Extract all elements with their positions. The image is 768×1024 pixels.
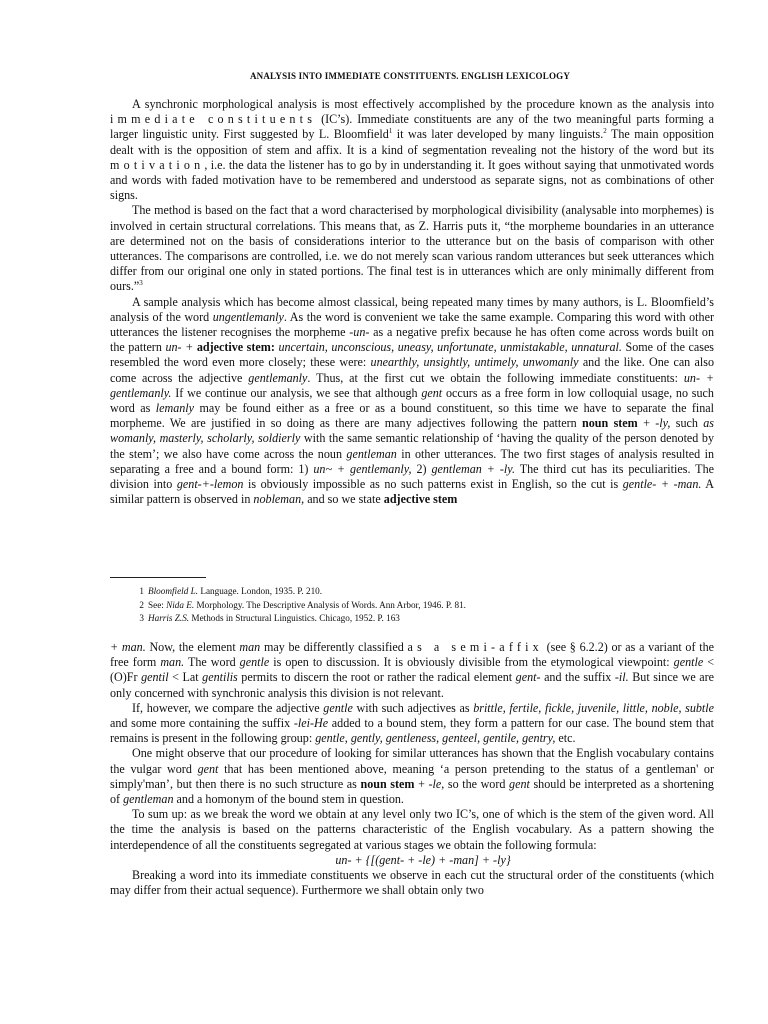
footnote-separator: [110, 577, 206, 578]
paragraph-4: + man. Now, the element man may be differently classified as a semi-affix (see § 6.2.2) or as a variant of the free form man. The word gentle is open to discussion. It is obviously divisible from the etymological viewpoint: gentle < (O)Fr gentil < Lat gentilis permits to discern the root or rather the radical element gent- and the suffix -il. But since we are only concerned with synchronic analysis this division is not relevant.: [110, 640, 715, 700]
paragraph-3: A sample analysis which has become almost classical, being repeated many times by many authors, is L. Bloomfield’s analysis of the word ungentlemanly. As the word is convenient we take the same example. Comparing this word with other utterances the listener recognises the morpheme -un- as a negative prefix because he has often come across words built on the pattern un- + adjective stem: uncertain, unconscious, uneasy, unfortunate, unmistakable, unnatural. Some of the cases resembled the word even more closely; these were: unearthly, unsightly, untimely, unwomanly and the like. One can also come across the adjective gentlemanly. Thus, at the first cut we obtain the following immediate constituents: un- + gentlemanly. If we continue our analysis, we see that although gent occurs as a free form in low colloquial usage, no such word as lemanly may be found either as a free or as a bound constituent, so this time we have to separate the final morpheme. We are justified in so doing as there are many adjectives following the pattern noun stem + -ly, such as womanly, masterly, scholarly, soldierly with the same semantic relationship of ‘having the quality of the person denoted by the stem’; we also have come across the noun gentleman in other utterances. The two first stages of analysis resulted in separating a free and a bound form: 1) un~ + gentlemanly, 2) gentleman + -ly. The third cut has its peculiarities. The division into gent-+-lemon is obviously impossible as no such patterns exist in English, so the cut is gentle- + -man. A similar pattern is observed in nobleman, and so we state adjective stem: [110, 294, 715, 507]
footnote-2: 2 See: Nida E. Morphology. The Descriptive Analysis of Words. Ann Arbor, 1946. P. 81.: [139, 600, 466, 610]
main-text-bottom: [110, 640, 714, 898]
footnote-1: 1 Bloomfield L. Language. London, 1935. P. 210.: [139, 586, 323, 596]
footnote-3: 3 Harris Z.S. Methods in Structural Linguistics. Chicago, 1952. P. 163: [139, 613, 400, 623]
paragraph-8: Breaking a word into its immediate constituents we observe in each cut the structural order of the constituents (which may differ from their actual sequence). Furthermore we shall obtain only two: [110, 868, 714, 898]
paragraph-1: A synchronic morphological analysis is most effectively accomplished by the procedure known as the analysis into immediate constituents (IC’s). Immediate constituents are any of the two meaningful parts forming a larger linguistic unity. First suggested by L. Bloomfield$^1$ it was later developed by many linguists.$^2$ The main opposition dealt with is the opposition of stem and affix. It is a kind of segmentation revealing not the history of the word but its motivation, i.e. the data the listener has to go by in understanding it. It goes without saying that unmotivated words and words with faded motivation have to be remembered and understood as separate signs, not as combinations of other signs.: [110, 97, 714, 203]
paragraph-2: The method is based on the fact that a word characterised by morphological divisibility (analysable into morphemes) is involved in certain structural correlations. This means that, as Z. Harris puts it, “the morpheme boundaries in an utterance are determined not on the basis of considerations interior to the utterance but on the basis of comparison with other utterances. The comparisons are controlled, i.e. we do not merely scan various random utterances but seek utterances which differ from our original one only in stated portions. The final test is in utterances which are only minimally different from ours.”$^3$: [110, 203, 714, 294]
paragraph-5: If, however, we compare the adjective gentle with such adjectives as brittle, fertile, fickle, juvenile, little, noble, subtle and some more containing the suffix -lei-He added to a bound stem, they form a pattern for our case. The bound stem that remains is present in the following group: gentle, gently, gentleness, genteel, gentile, gentry, etc.: [110, 700, 715, 746]
formula: un- + {[(gent- + -le) + -man] + -ly}: [335, 852, 511, 867]
main-text-top: [110, 97, 714, 507]
page-title: ANALYSIS INTO IMMEDIATE CONSTITUENTS. ENGLISH LEXICOLOGY: [249, 71, 571, 81]
paragraph-6: One might observe that our procedure of looking for similar utterances has shown that the English vocabulary contains the vulgar word gent that has been mentioned above, meaning ‘a person pretending to the status of a gentleman' or simply'man’, but then there is no such structure as noun stem + -le, so the word gent should be interpreted as a shortening of gentleman and a homonym of the bound stem in question.: [110, 746, 715, 807]
paragraph-7: To sum up: as we break the word we obtain at any level only two IC’s, one of which is the stem of the given word. All the time the analysis is based on the patterns characteristic of the English vocabulary. As a pattern showing the interdependence of all the constituents segregated at various stages we obtain the following formula:: [110, 807, 714, 852]
